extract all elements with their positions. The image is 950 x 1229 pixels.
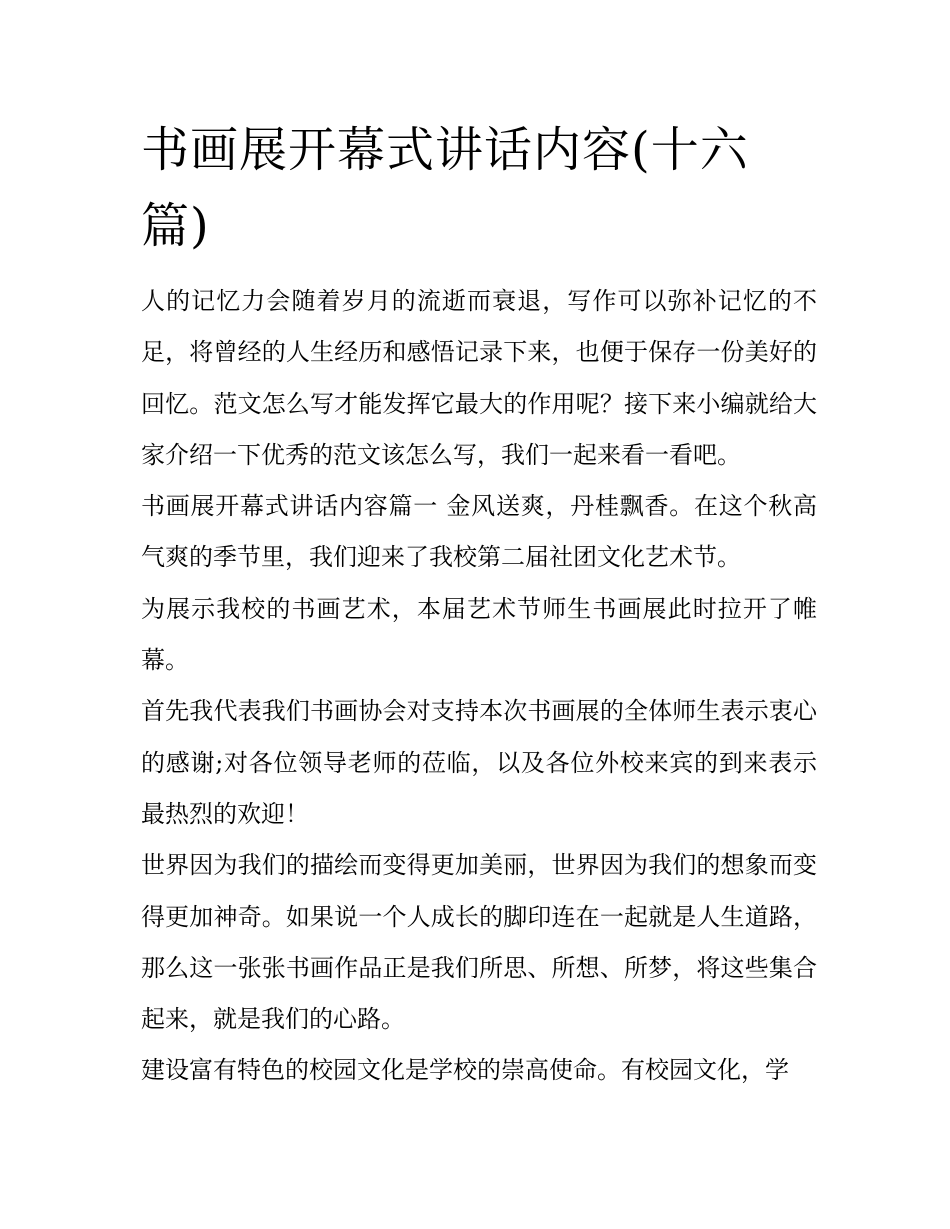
paragraph-opening: 书画展开幕式讲话内容篇一 金风送爽，丹桂飘香。在这个秋高气爽的季节里，我们迎来了我校第二届社团文化艺术节。	[141, 492, 817, 572]
paragraph-world: 世界因为我们的描绘而变得更加美丽，世界因为我们的想象而变得更加神奇。如果说一个人成长的脚印连在一起就是人生道路，那么这一张张书画作品正是我们所思、所想、所梦，将这些集合起来，就是我们的心路。	[141, 851, 817, 1034]
paragraph-campus-culture: 建设富有特色的校园文化是学校的崇高使命。有校园文化，学	[141, 1056, 789, 1085]
paragraph-thanks: 首先我代表我们书画协会对支持本次书画展的全体师生表示衷心的感谢;对各位领导老师的莅临，以及各位外校来宾的到来表示最热烈的欢迎！	[141, 697, 817, 828]
paragraph-intro: 人的记忆力会随着岁月的流逝而衰退，写作可以弥补记忆的不足，将曾经的人生经历和感悟记录下来，也便于保存一份美好的回忆。范文怎么写才能发挥它最大的作用呢？接下来小编就给大家介绍一下优秀的范文该怎么写，我们一起来看一看吧。	[141, 287, 817, 469]
document-body	[141, 276, 817, 1097]
document-title: 书画展开幕式讲话内容(十六篇)	[141, 122, 749, 254]
paragraph-exhibition: 为展示我校的书画艺术，本届艺术节师生书画展此时拉开了帷幕。	[141, 594, 817, 675]
